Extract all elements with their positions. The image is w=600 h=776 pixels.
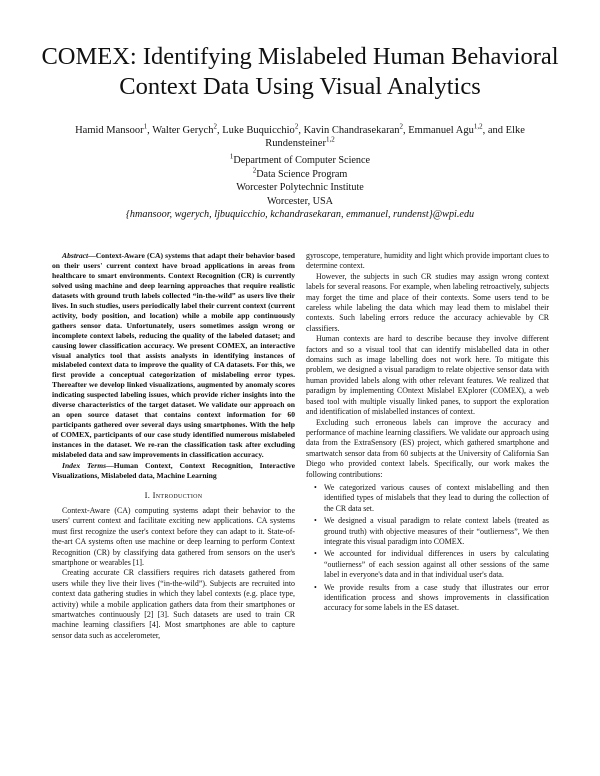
author-name: Walter Gerych	[152, 125, 214, 136]
bullet-icon: •	[314, 582, 317, 592]
bullet-icon: •	[314, 549, 317, 559]
list-item: • We provide results from a case study that illustrates our error identification process and shows improvements in classification accuracy for some labels in the ES dataset.	[314, 582, 549, 613]
author-name: Luke Buquicchio	[222, 125, 295, 136]
author-name: Elke Rundensteiner	[265, 125, 525, 149]
list-item: • We designed a visual paradigm to relate context labels (treated as ground truth) with objective measures of their “outlierness”, We then integrate this visual paradigm into COMEX.	[314, 516, 549, 546]
author-emails: {hmansoor, wgerych, ljbuquicchio, kchandrasekaran, emmanuel, rundenst}@wpi.edu	[125, 209, 475, 221]
index-terms: Index Terms—Human Context, Context Recognition, Interactive Visualizations, Mislabeled data, Machine Learning	[52, 461, 295, 480]
bullet-icon: •	[314, 482, 317, 492]
abstract: Abstract—Context-Aware (CA) systems that adapt their behavior based on their users' current context have broad applications in areas from healthcare to smart environments. Context Recognition (CR) is currently solved using machine and deep learning approaches that require realistic datasets with ground truth labels collected “in-the-wild” as users live their lives. In such studies, users periodically label their current context (current activity, body position, and location) while a mobile app continuously gathers sensor data. Unfortunately, users sometimes assign wrong or incomplete context labels, reducing the quality of the labeled dataset; and causing lower classification accuracy. We present COMEX, an interactive visual analytics tool that assists analysts in identifying instances of mislabeled context data to improve the quality of CA datasets. For this, we first provide a conceptual categorization of mislabeling error types. Thereafter we develop linked visualizations, augmented by anomaly scores indicating suspected labeling issues, which provide richer insights into the diverse characteristics of the target dataset. We validate our approach on an open source dataset that contains context information for 60 participants gathered over several days using smartphones. With the help of COMEX, participants of our case study identified numerous mislabeled instances in the dataset. We re-ran the classification task after excluding mislabeled data and saw improvements in classification accuracy.	[52, 251, 295, 460]
author-name: Hamid Mansoor	[75, 125, 144, 136]
body-paragraph: Creating accurate CR classifiers requires rich datasets gathered from users while they live their lives (“in-the-wild”). Subjects are recruited into context data gathering studies in which they label contexts (e.g. place type, activity) while a mobile application gathers data from their smartphones or smartwatches continuously [2] [3]. Such datasets are used to train CR machine learning classifiers [4]. Most smartphones are able to capture sensor data such as accelerometer,	[52, 568, 295, 640]
affiliation-line: Worcester Polytechnic Institute	[236, 182, 364, 194]
paper-title: COMEX: Identifying Mislabeled Human Behavioral Context Data Using Visual Analytics	[41, 43, 559, 100]
right-column	[306, 251, 549, 616]
author-name: Kavin Chandrasekaran	[303, 125, 400, 136]
body-paragraph: Excluding such erroneous labels can improve the accuracy and performance of machine learning classifiers. We validate our approach using data from the ExtraSensory (ES) project, which gathered smartphone and smartwatch sensor data from 60 subjects at the University of California San Diego who provided context labels. Specifically, our work makes the following contributions:	[306, 417, 549, 479]
affiliation-block	[100, 154, 500, 222]
affiliation-line: $^1$Department of Computer Science	[229, 152, 371, 166]
section-heading-introduction: I. Introduction	[144, 489, 203, 500]
author-affiliation-mark: 2	[294, 122, 299, 131]
author-name: Emmanuel Agu	[408, 125, 474, 136]
author-affiliation-mark: 1,2	[473, 122, 483, 131]
body-paragraph: gyroscope, temperature, humidity and light which provide important clues to determine context.	[306, 251, 549, 271]
body-paragraph: Human contexts are hard to describe because they involve different factors and so a visual tool that can identify mislabelled data in other domains such as image labelling does not work here. To mitigate this problem, we designed a visual paradigm to relate objective sensor data with human provided labels along with other relevant features. We realized that paradigm by implementing COntext Mislabel EXplorer (COMEX), a web based tool with multiple visually linked panes, to support the exploration and identification of mislabelled instances of context.	[306, 334, 549, 417]
left-column	[52, 251, 295, 641]
body-paragraph: However, the subjects in such CR studies may assign wrong context labels for several reasons. For example, when labeling retroactively, subjects may forget the time and place of their contexts. Some users tend to be careless while labeling the data which may lead them to mislabel their contexts. Such labeling errors reduce the accuracy achievable by CR classifiers.	[306, 271, 549, 333]
author-affiliation-mark: 2	[399, 122, 403, 131]
author-list: Hamid Mansoor$^1$, Walter Gerych$^2$, Luke Buquicchio$^2$, Kavin Chandrasekaran$^2$, Emmanuel Agu$^{1,2}$, and Elke Rundensteiner$^{1,2}$	[75, 122, 525, 149]
list-item: • We accounted for individual differences in users by calculating “outlierness” of each session against all other sessions of the same label in everyone's data and in that individual user's data.	[314, 549, 549, 580]
author-affiliation-mark: 1,2	[325, 135, 335, 144]
contribution-list	[306, 483, 549, 614]
author-affiliation-mark: 1	[143, 122, 148, 131]
list-item: • We categorized various causes of context mislabelling and then identified types of mislabels that they lead to during the collection of the CR data set.	[314, 482, 549, 513]
affiliation-line: $^2$Data Science Program	[252, 166, 348, 180]
body-paragraph: Context-Aware (CA) computing systems adapt their behavior to the users' current context and facilitate exciting new applications. CA systems must first recognize the user's context before they can adapt to it. State-of-the-art CA systems often use machine or deep learning to perform Context Recognition (CR) by classifying data gathered from sensors on the user's smartphone or wearables [1].	[52, 505, 295, 567]
author-affiliation-mark: 2	[213, 122, 217, 131]
bullet-icon: •	[314, 516, 317, 526]
affiliation-line: Worcester, USA	[266, 195, 334, 207]
